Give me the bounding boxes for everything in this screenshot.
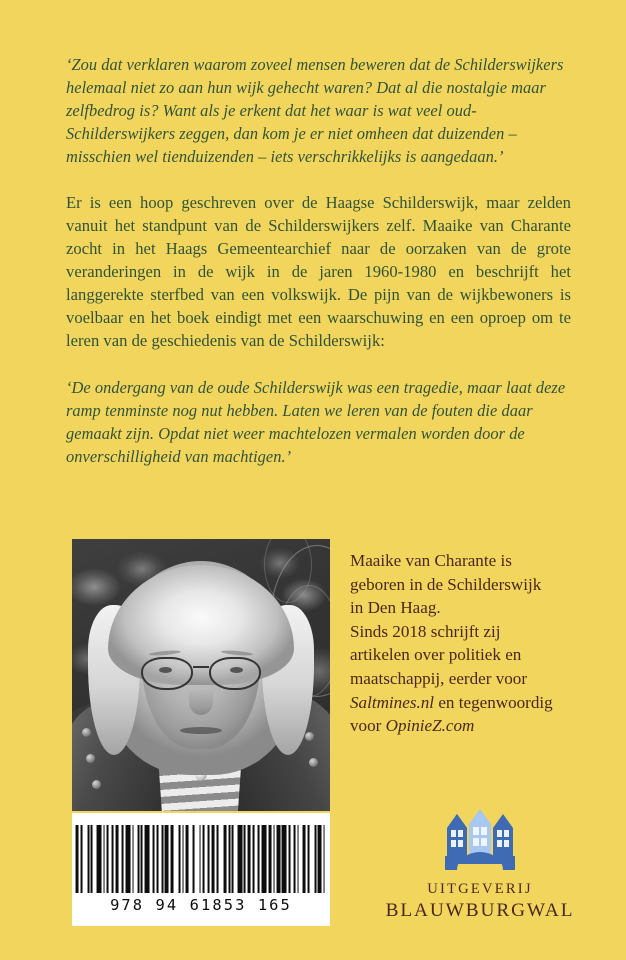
glasses [141,657,261,687]
bio-website-saltmines: Saltmines.nl [350,692,435,712]
barcode-panel [72,813,330,926]
coat-stud [86,754,95,763]
pull-quote-top: ‘Zou dat verklaren waarom zoveel mensen beweren dat de Schilderswijkers helemaal niet zo aan hun wijk gehecht waren? Dat al die nostalgie maar zelfbedrog is? Want als je erkent dat het waar is wat veel oud-Schilderswijkers zeggen, dan kom je er niet omheen dat duizenden – misschien wel tienduizenden – iets verschrikkelijks is aangedaan.’ [66,55,564,166]
publisher-name: BLAUWBURGWAL [385,900,575,921]
coat-stud [305,732,314,741]
author-photo [72,539,330,811]
blurb-text-block [66,54,571,469]
coat-stud [309,758,318,767]
bio-line: in Den Haag. [350,598,441,618]
coat-stud [92,780,101,789]
glasses-lens-left [141,657,193,690]
book-description: Er is een hoop geschreven over de Haagse Schilderswijk, maar zelden vanuit het standpunt van de Schilderswijkers zelf. Maaike van Charante zocht in het Haags Gemeentearchief naar de oorzaken van de grote veranderingen in de wijk in de jaren 1960-1980 en beschrijft het langgerekte sterfbed van een volkswijk. De pijn van de wijkbewoners is voelbaar en het boek eindigt met een waarschuwing en een oproep om te leren van de geschiedenis van de Schilderswijk: [66,192,571,351]
publisher-label: UITGEVERIJ [427,881,533,897]
nose [189,689,213,715]
bio-line: artikelen over politiek en [350,645,522,665]
author-portrait-image [72,539,330,811]
coat-stud [82,728,91,737]
canal-houses-bridge-logo-icon [443,806,517,872]
isbn-number: 978 94 61853 165 [110,896,292,914]
bio-website-opiniez: OpinieZ.com [385,716,475,736]
bio-line: en tegenwoordig [434,692,553,712]
glasses-bridge [193,666,209,668]
author-bio [350,549,578,738]
bio-line: voor [350,716,386,736]
barcode-bars [76,825,327,893]
bio-line: geboren in de Schilderswijk [350,574,542,594]
bio-line: maatschappij, eerder voor [350,668,528,688]
pull-quote-bottom: ‘De ondergang van de oude Schilderswijk was een tragedie, maar laat deze ramp tenminste nog nut hebben. Laten we leren van de fouten die daar gemaakt zijn. Opdat niet weer machtelozen vermalen worden door de onverschilligheid van machtigen.’ [66,378,566,466]
bio-line: Maaike van Charante is [350,551,512,570]
glasses-lens-right [209,657,261,690]
bio-line: Sinds 2018 schrijft zij [350,621,501,641]
publisher-block [380,806,580,923]
mouth [180,727,222,734]
